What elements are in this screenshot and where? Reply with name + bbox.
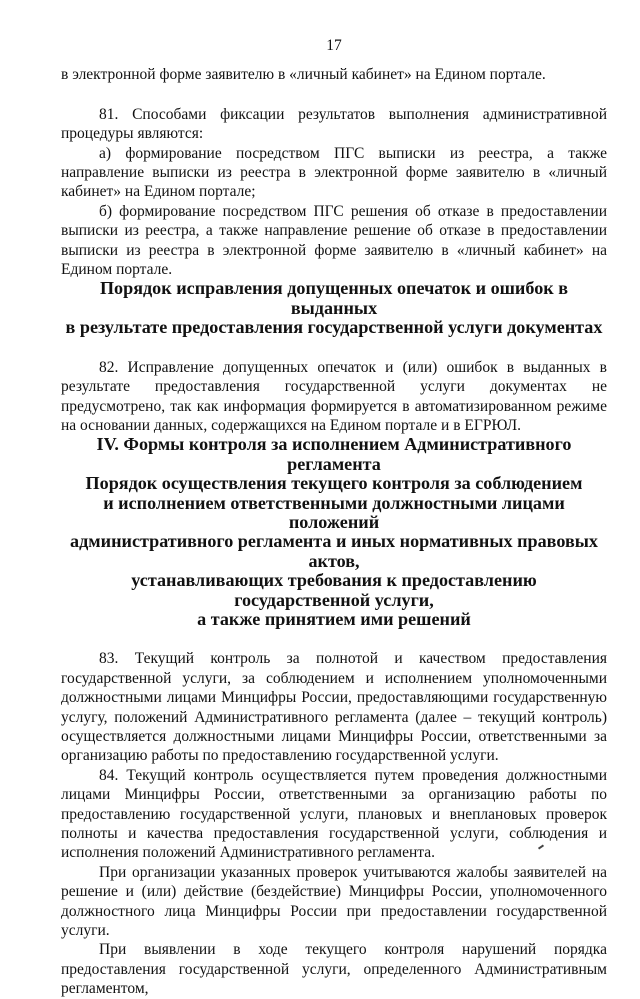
heading-corrections bbox=[61, 279, 607, 337]
heading-line: Порядок исправления допущенных опечаток и ошибок в выданных bbox=[99, 278, 569, 318]
page-number: 17 bbox=[326, 37, 342, 54]
heading-section-4 bbox=[61, 435, 607, 474]
paragraph-84: 84. Текущий контроль осуществляется путем проведения должностными лицами Минцифры России, ответственными за организацию работы по предоставлению государственной услуги, плановых и внеплановых проверок полноты и качества предоставления государственной услуги, соблюдения и исполнения положений Административного регламента. bbox=[61, 766, 607, 862]
heading-line: административного регламента и иных нормативных правовых актов, bbox=[70, 531, 598, 571]
heading-line: устанавливающих требования к предоставлению государственной услуги, bbox=[131, 570, 537, 610]
paragraph-81a: а) формирование посредством ПГС выписки из реестра, а также направление выписки из реестра в электронной форме заявителю в «личный кабинет» на Едином портале; bbox=[61, 144, 607, 201]
paragraph-82: 82. Исправление допущенных опечаток и (или) ошибок в выданных в результате предоставления государственной услуги документах не предусмотрено, так как информация формируется в автоматизированном режиме на основании данных, содержащихся на Едином портале и в ЕГРЮЛ. bbox=[61, 358, 607, 434]
paragraph-intro: в электронной форме заявителю в «личный кабинет» на Едином портале. bbox=[61, 66, 546, 84]
paragraph-84c: При выявлении в ходе текущего контроля нарушений порядка предоставления государственной услуги, определенного Административным регламентом, bbox=[61, 941, 607, 998]
paragraph-83: 83. Текущий контроль за полнотой и качеством предоставления государственной услуги, за соблюдением и исполнением уполномоченными должностными лицами Минцифры России, предоставляющими государственную услугу, положений Административного регламента (далее – текущий контроль) осуществляется должностными лицами Минцифры России, ответственными за организацию работы по предоставлению государственной услуги. bbox=[61, 650, 607, 765]
heading-line: и исполнением ответственными должностными лицами положений bbox=[103, 492, 565, 532]
heading-line: IV. Формы контроля за исполнением Административного регламента bbox=[96, 434, 572, 474]
paragraph-84b: При организации указанных проверок учитываются жалобы заявителей на решение и (или) действие (бездействие) Минцифры России, уполномоченного должностного лица Минцифры России при предоставлении государственной услуги. bbox=[61, 863, 607, 940]
heading-line: Порядок осуществления текущего контроля за соблюдением bbox=[85, 473, 583, 494]
heading-current-control bbox=[61, 474, 607, 629]
heading-line: а также принятием ими решений bbox=[197, 608, 471, 629]
paragraph-81b: б) формирование посредством ПГС решения об отказе в предоставлении выписки из реестра, а также направление решение об отказе в предоставлении выписки из реестра в электронной форме заявителю в «личный кабинет» на Едином портале. bbox=[61, 202, 607, 279]
heading-line: в результате предоставления государственной услуги документах bbox=[65, 317, 603, 338]
paragraph-81: 81. Способами фиксации результатов выполнения административной процедуры являются: bbox=[61, 105, 607, 143]
